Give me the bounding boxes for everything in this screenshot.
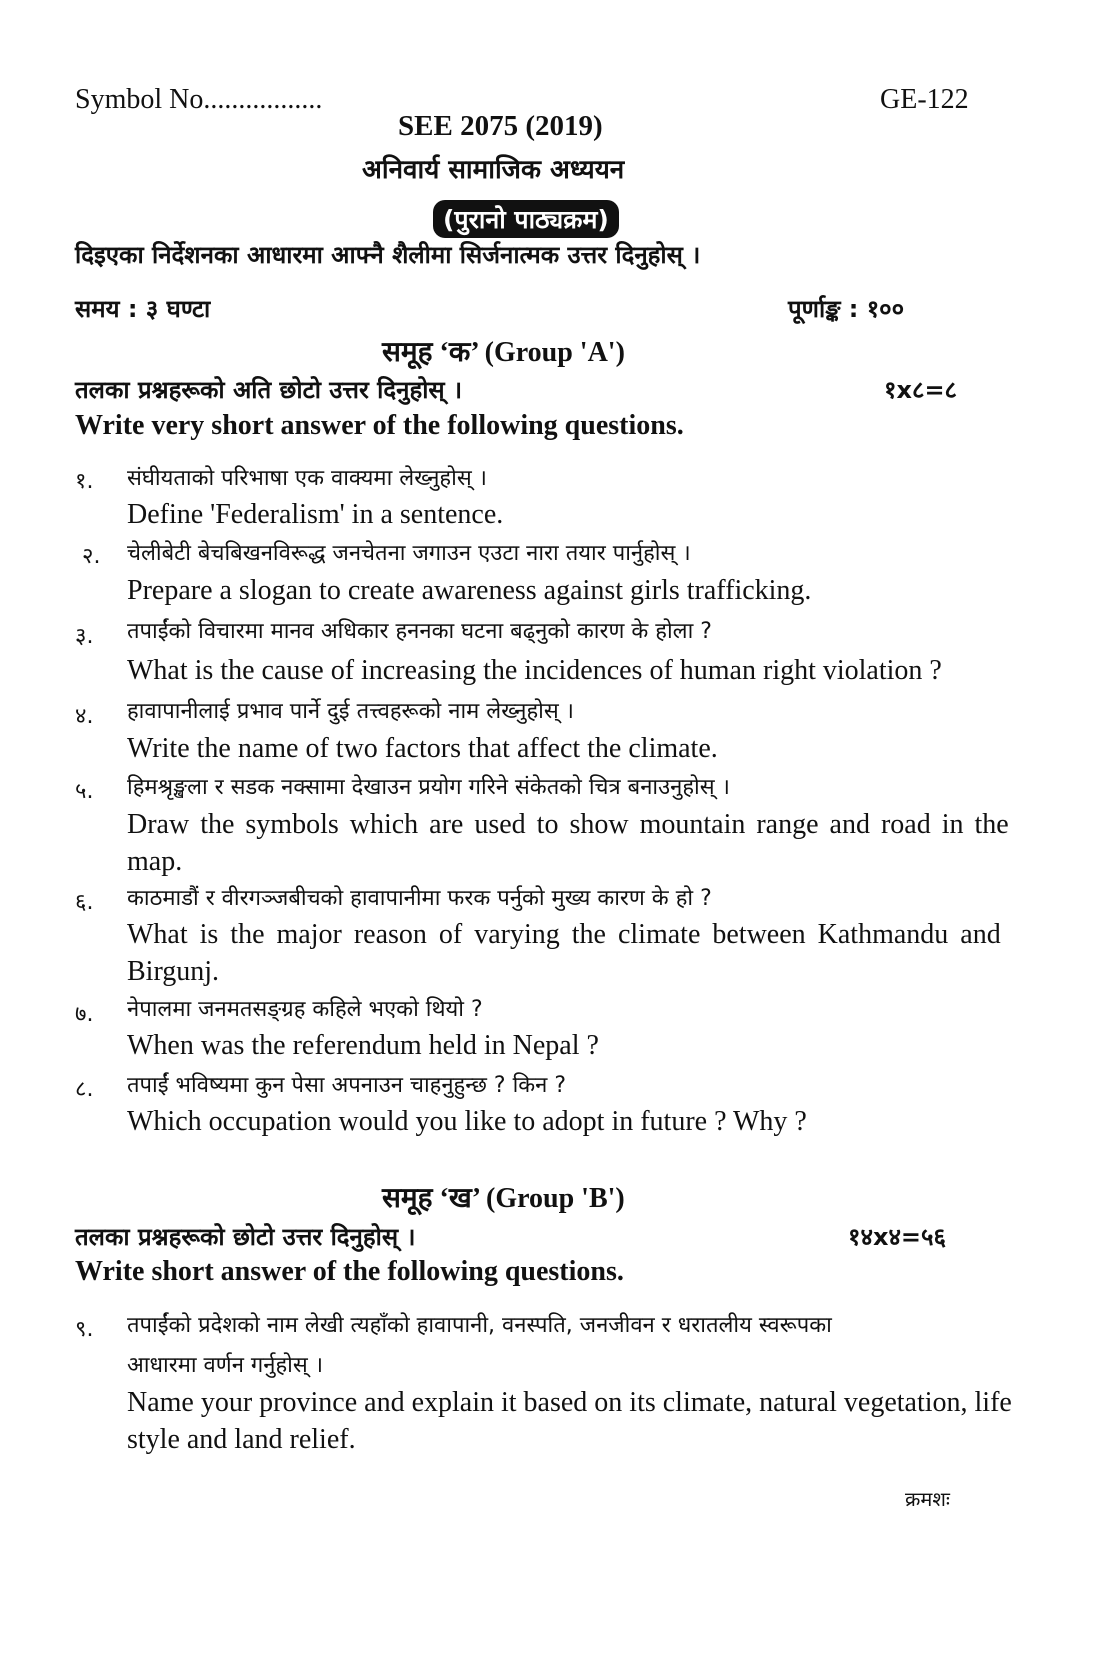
group-a-instruction-en: Write very short answer of the following questions. xyxy=(75,410,684,441)
question-number: ५. xyxy=(75,779,94,804)
question-number: ८. xyxy=(75,1077,94,1102)
question-text-np: आधारमा वर्णन गर्नुहोस् । xyxy=(127,1353,324,1378)
question-text-en: Which occupation would you like to adopt in future ? Why ? xyxy=(127,1106,807,1137)
question-text-en: Name your province and explain it based on its climate, natural vegetation, life style and land relief. xyxy=(127,1387,1012,1455)
group-b-heading: समूह ‘ख’ (Group 'B') xyxy=(382,1183,625,1214)
group-a-marks: १x८=८ xyxy=(884,376,958,404)
question-text-np: नेपालमा जनमतसङ्ग्रह कहिले भएको थियो ? xyxy=(127,997,483,1022)
continued-note: क्रमशः xyxy=(905,1487,950,1511)
symbol-number: Symbol No................. xyxy=(75,84,323,115)
general-instruction: दिइएका निर्देशनका आधारमा आफ्नै शैलीमा सिर्जनात्मक उत्तर दिनुहोस् । xyxy=(75,241,701,269)
question-number: १. xyxy=(75,469,94,494)
group-b-marks: १४x४=५६ xyxy=(848,1223,946,1251)
question-text-np: चेलीबेटी बेचबिखनविरूद्ध जनचेतना जगाउन एउटा नारा तयार पार्नुहोस् । xyxy=(127,541,691,566)
question-text-np: तपाईंको विचारमा मानव अधिकार हननका घटना बढ्नुको कारण के होला ? xyxy=(127,619,712,644)
question-text-en: Define 'Federalism' in a sentence. xyxy=(127,499,504,530)
question-number: ३. xyxy=(75,624,94,649)
exam-title: SEE 2075 (2019) xyxy=(398,110,603,142)
group-b-instruction-en: Write short answer of the following questions. xyxy=(75,1256,624,1287)
question-number: ६. xyxy=(75,890,94,915)
question-number: ९. xyxy=(75,1317,94,1342)
exam-time: समय : ३ घण्टा xyxy=(75,295,211,323)
question-text-np: संघीयताको परिभाषा एक वाक्यमा लेख्नुहोस् । xyxy=(127,466,488,491)
curriculum-badge: (पुरानो पाठ्यक्रम) xyxy=(433,200,619,238)
question-number: ४. xyxy=(75,704,94,729)
question-text-np: हावापानीलाई प्रभाव पार्ने दुई तत्त्वहरूको नाम लेख्नुहोस् । xyxy=(127,699,575,724)
question-text-en: Prepare a slogan to create awareness against girls trafficking. xyxy=(127,575,812,606)
question-number: २. xyxy=(82,544,101,569)
question-text-en: What is the cause of increasing the incidences of human right violation ? xyxy=(127,655,942,686)
question-number: ७. xyxy=(75,1002,94,1027)
question-text-en: Write the name of two factors that affect the climate. xyxy=(127,733,718,764)
question-text-en: Draw the symbols which are used to show mountain range and road in the map. xyxy=(127,809,1009,877)
question-text-np: काठमाडौं र वीरगञ्जबीचको हावापानीमा फरक पर्नुको मुख्य कारण के हो ? xyxy=(127,886,712,911)
question-text-en: What is the major reason of varying the climate between Kathmandu and Birgunj. xyxy=(127,919,1001,987)
question-text-np: हिमश्रृङ्खला र सडक नक्सामा देखाउन प्रयोग गरिने संकेतको चित्र बनाउनुहोस् । xyxy=(127,775,730,800)
question-text-np: तपाईं भविष्यमा कुन पेसा अपनाउन चाहनुहुन्छ ? किन ? xyxy=(127,1073,567,1098)
paper-code: GE-122 xyxy=(880,84,969,115)
subject-title: अनिवार्य सामाजिक अध्ययन xyxy=(362,155,625,185)
question-text-en: When was the referendum held in Nepal ? xyxy=(127,1030,599,1061)
full-marks: पूर्णाङ्क : १०० xyxy=(788,295,905,323)
group-b-instruction-np: तलका प्रश्नहरूको छोटो उत्तर दिनुहोस् । xyxy=(75,1223,416,1251)
group-a-heading: समूह ‘क’ (Group 'A') xyxy=(382,337,625,368)
question-text-np: तपाईंको प्रदेशको नाम लेखी त्यहाँको हावापानी, वनस्पति, जनजीवन र धरातलीय स्वरूपका xyxy=(127,1313,832,1338)
group-a-instruction-np: तलका प्रश्नहरूको अति छोटो उत्तर दिनुहोस् । xyxy=(75,376,463,404)
